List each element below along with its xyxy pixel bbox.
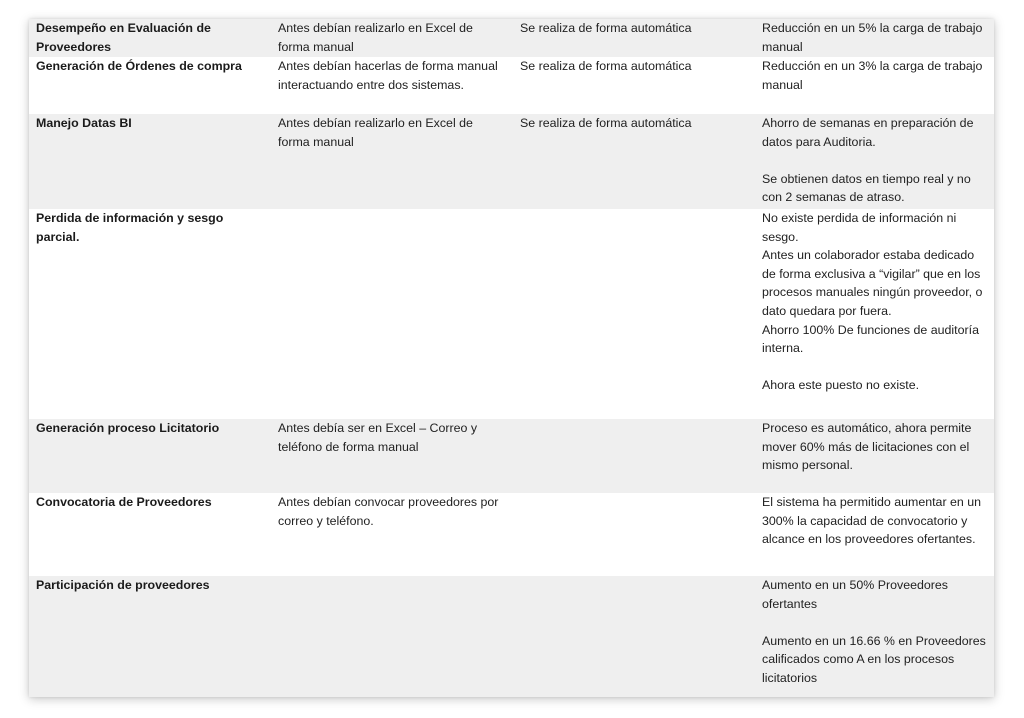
benefit-cell <box>755 19 994 57</box>
table-row <box>29 576 994 697</box>
row-label: Generación proceso Licitatorio <box>29 419 271 493</box>
benefit-text: El sistema ha permitido aumentar en un 300% la capacidad de convocatorio y alcance en los proveedores ofertantes. <box>762 495 982 547</box>
benefit-text: Antes un colaborador estaba dedicado de forma exclusiva a “vigilar” que en los procesos manuales ningún proveedor, o dato quedara por fuera. <box>762 248 983 318</box>
benefit-text: Se obtienen datos en tiempo real y no con 2 semanas de atraso. <box>762 171 971 205</box>
paragraph-gap <box>762 151 988 170</box>
row-label: Generación de Órdenes de compra <box>29 57 271 114</box>
now-cell <box>513 576 755 697</box>
row-label: Desempeño en Evaluación de Proveedores <box>29 19 271 57</box>
comparison-table <box>29 19 994 697</box>
benefit-text: Aumento en un 16.66 % en Proveedores calificados como A en los procesos licitatorios <box>762 633 986 685</box>
benefit-cell <box>755 209 994 419</box>
benefit-cell <box>755 493 994 576</box>
benefit-text: Ahora este puesto no existe. <box>762 378 920 393</box>
comparison-table-card <box>29 19 994 697</box>
paragraph-gap <box>762 613 988 632</box>
now-cell: Se realiza de forma automática <box>513 57 755 114</box>
row-label: Participación de proveedores <box>29 576 271 697</box>
table-row <box>29 419 994 493</box>
table-row <box>29 114 994 209</box>
benefit-text: Ahorro de semanas en preparación de datos para Auditoria. <box>762 116 974 149</box>
now-cell <box>513 419 755 493</box>
before-cell: Antes debían realizarlo en Excel de forma manual <box>271 19 513 57</box>
benefit-text: No existe perdida de información ni sesgo. <box>762 211 957 244</box>
now-cell <box>513 209 755 419</box>
benefit-text: Aumento en un 50% Proveedores ofertantes <box>762 578 948 611</box>
table-row <box>29 57 994 114</box>
paragraph-gap <box>762 358 988 377</box>
row-label: Perdida de información y sesgo parcial. <box>29 209 271 419</box>
benefit-text: Proceso es automático, ahora permite mover 60% más de licitaciones con el mismo personal. <box>762 421 972 473</box>
before-cell: Antes debían convocar proveedores por correo y teléfono. <box>271 493 513 576</box>
benefit-text: Reducción en un 5% la carga de trabajo manual <box>762 21 983 54</box>
benefit-text: Reducción en un 3% la carga de trabajo manual <box>762 59 983 92</box>
before-cell: Antes debían realizarlo en Excel de forma manual <box>271 114 513 209</box>
row-label: Manejo Datas BI <box>29 114 271 209</box>
row-label: Convocatoria de Proveedores <box>29 493 271 576</box>
before-cell <box>271 576 513 697</box>
now-cell: Se realiza de forma automática <box>513 19 755 57</box>
before-cell: Antes debían hacerlas de forma manual interactuando entre dos sistemas. <box>271 57 513 114</box>
benefit-cell <box>755 57 994 114</box>
table-row <box>29 493 994 576</box>
now-cell <box>513 493 755 576</box>
now-cell: Se realiza de forma automática <box>513 114 755 209</box>
benefit-text: Ahorro 100% De funciones de auditoría interna. <box>762 322 979 356</box>
benefit-cell <box>755 419 994 493</box>
before-cell <box>271 209 513 419</box>
table-row <box>29 19 994 57</box>
benefit-cell <box>755 576 994 697</box>
table-row <box>29 209 994 419</box>
benefit-cell <box>755 114 994 209</box>
before-cell: Antes debía ser en Excel – Correo y teléfono de forma manual <box>271 419 513 493</box>
